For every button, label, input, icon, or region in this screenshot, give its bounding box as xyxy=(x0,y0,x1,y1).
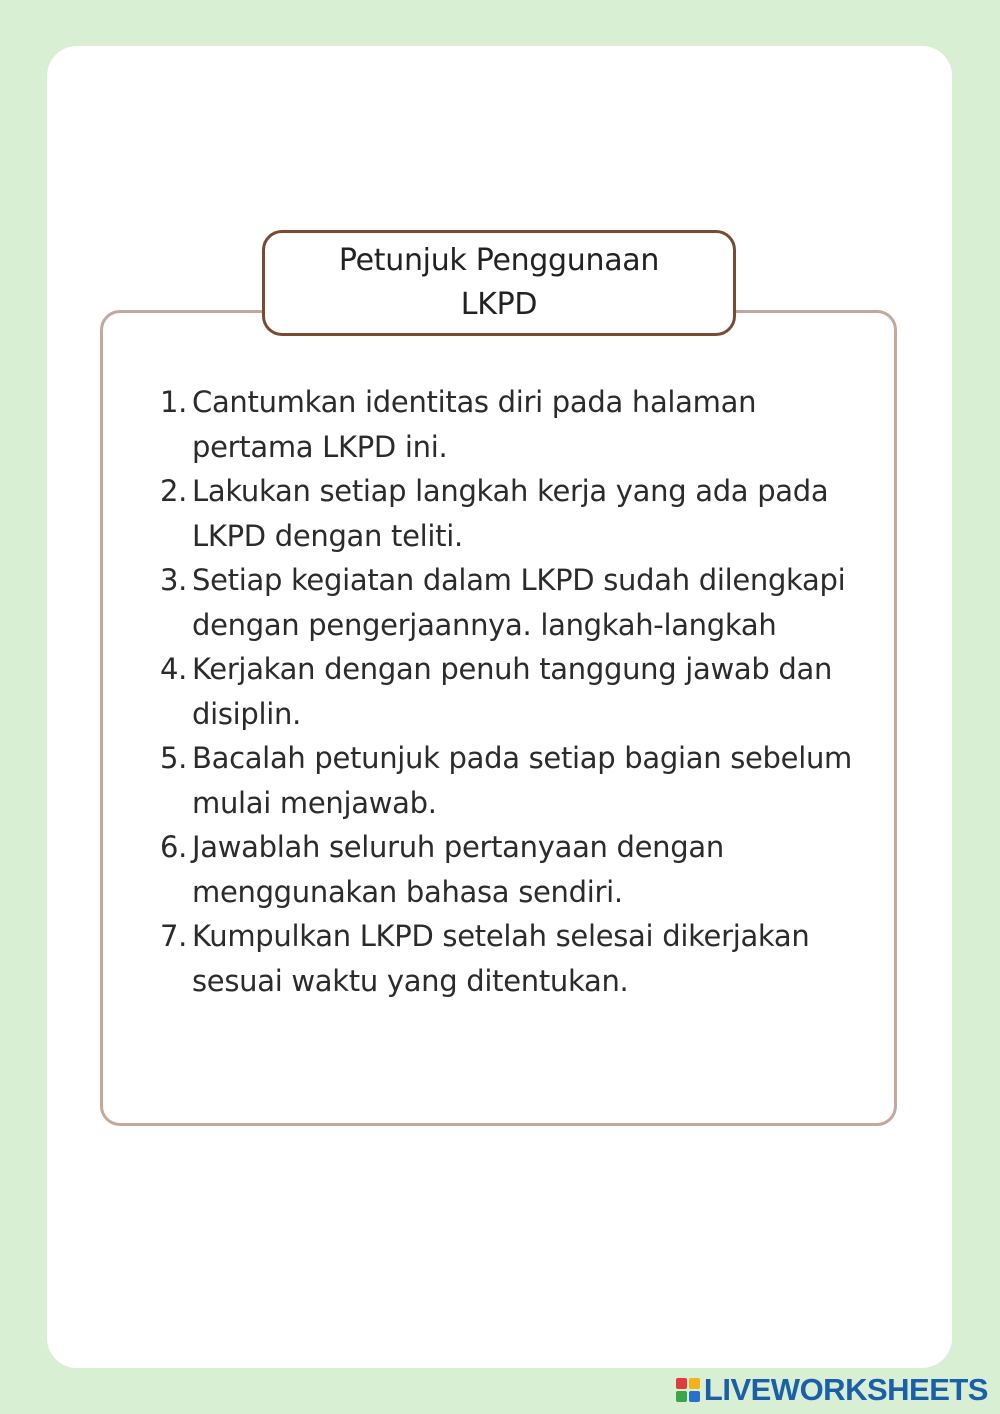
instruction-list xyxy=(160,380,860,1003)
step-text: Cantumkan identitas diri pada halaman pertama LKPD ini. xyxy=(192,385,757,464)
list-item xyxy=(160,736,860,825)
step-number: 1. xyxy=(160,385,188,419)
list-item xyxy=(160,380,860,469)
title-box xyxy=(262,230,736,336)
step-number: 5. xyxy=(160,741,188,775)
step-number: 4. xyxy=(160,652,188,686)
step-text: Setiap kegiatan dalam LKPD sudah dilengkapi dengan pengerjaannya. langkah-langkah xyxy=(192,563,846,642)
list-item xyxy=(160,914,860,1003)
list-item xyxy=(160,469,860,558)
liveworksheets-logo-icon xyxy=(676,1378,700,1402)
step-number: 3. xyxy=(160,563,188,597)
step-number: 6. xyxy=(160,830,188,864)
step-number: 2. xyxy=(160,474,188,508)
step-text: Lakukan setiap langkah kerja yang ada pada LKPD dengan teliti. xyxy=(192,474,829,553)
liveworksheets-branding[interactable] xyxy=(676,1372,988,1408)
list-item xyxy=(160,825,860,914)
brand-name: LIVEWORKSHEETS xyxy=(703,1372,988,1407)
step-text: Jawablah seluruh pertanyaan dengan menggunakan bahasa sendiri. xyxy=(192,830,724,909)
step-text: Bacalah petunjuk pada setiap bagian sebelum mulai menjawab. xyxy=(192,741,852,820)
step-number: 7. xyxy=(160,919,188,953)
page-title: Petunjuk Penggunaan LKPD xyxy=(338,243,660,322)
step-text: Kerjakan dengan penuh tanggung jawab dan disiplin. xyxy=(192,652,833,731)
list-item xyxy=(160,558,860,647)
step-text: Kumpulkan LKPD setelah selesai dikerjakan sesuai waktu yang ditentukan. xyxy=(192,919,810,998)
list-item xyxy=(160,647,860,736)
